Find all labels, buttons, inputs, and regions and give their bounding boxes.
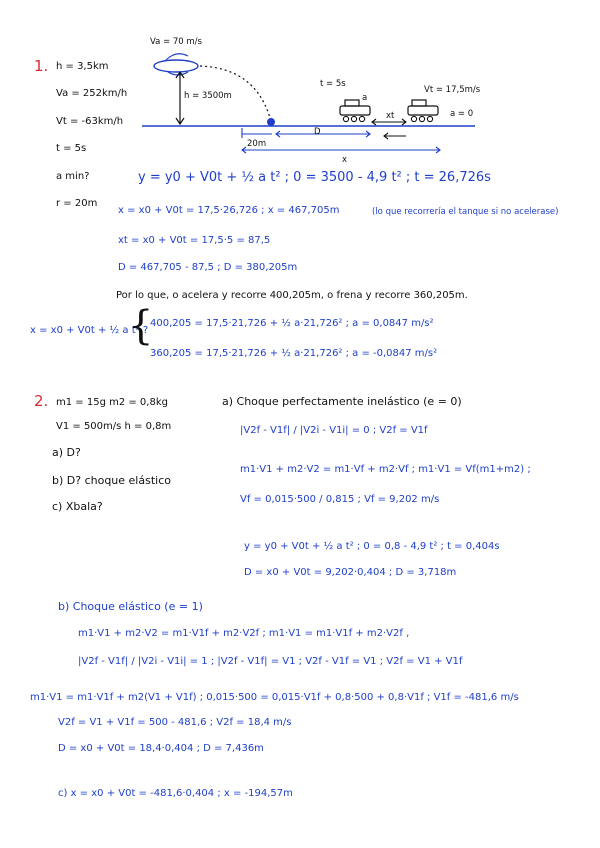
p2a-line-3: Vf = 0,015·500 / 0,815 ; Vf = 9,202 m/s xyxy=(240,494,440,505)
p2b-line-1: m1·V1 + m2·V2 = m1·V1f + m2·V2f ; m1·V1 = m1·V1f + m2·V2f , xyxy=(78,628,410,639)
p1-conclusion: Por lo que, o acelera y recorre 400,205m, o frena y recorre 360,205m. xyxy=(116,290,468,301)
p2a-line-5: D = x0 + V0t = 9,202·0,404 ; D = 3,718m xyxy=(244,567,457,578)
p2-question-a: a) D? xyxy=(52,446,81,459)
given-r: r = 20m xyxy=(56,198,98,209)
p2-question-c: c) Xbala? xyxy=(52,500,103,513)
p2-given-v-h: V1 = 500m/s h = 0,8m xyxy=(56,421,172,432)
p2c-line: c) x = x0 + V0t = -481,6·0,404 ; x = -194,57m xyxy=(58,788,293,799)
p1-x-note: (lo que recorrería el tanque si no acelerase) xyxy=(372,207,559,217)
diagram-a-label: a xyxy=(362,93,368,103)
given-amin: a min? xyxy=(56,171,90,182)
p2b-line-3: m1·V1 = m1·V1f + m2(V1 + V1f) ; 0,015·500 = 0,015·V1f + 0,8·500 + 0,8·V1f ; V1f = -481,6 m/s xyxy=(30,692,519,703)
diagram-t-label: t = 5s xyxy=(320,79,346,89)
p1-general-equation: x = x0 + V0t + ½ a t² ? xyxy=(30,325,149,336)
diagram-a0-label: a = 0 xyxy=(450,109,474,119)
p2-given-masses: m1 = 15g m2 = 0,8kg xyxy=(56,397,168,408)
p1-fall-equation: y = y0 + V0t + ½ a t² ; 0 = 3500 - 4,9 t² ; t = 26,726s xyxy=(138,170,491,185)
p1-brake-solution: 360,205 = 17,5·21,726 + ½ a·21,726² ; a = -0,0847 m/s² xyxy=(150,348,438,359)
p2b-line-4: V2f = V1 + V1f = 500 - 481,6 ; V2f = 18,4 m/s xyxy=(58,717,292,728)
p1-d-equation: D = 467,705 - 87,5 ; D = 380,205m xyxy=(118,262,298,273)
given-t: t = 5s xyxy=(56,143,87,154)
p2-question-b: b) D? choque elástico xyxy=(52,474,171,487)
bomb-dot xyxy=(267,118,275,126)
p2b-title: b) Choque elástico (e = 1) xyxy=(58,600,203,613)
diagram-20m-label: 20m xyxy=(247,139,267,149)
p2a-line-4: y = y0 + V0t + ½ a t² ; 0 = 0,8 - 4,9 t² ; t = 0,404s xyxy=(244,541,500,552)
diagram-vt-label: Vt = 17,5m/s xyxy=(424,85,481,95)
tank-icon-2 xyxy=(408,100,438,122)
p2a-line-1: |V2f - V1f| / |V2i - V1i| = 0 ; V2f = V1f xyxy=(240,425,428,436)
problem-1-number: 1. xyxy=(34,57,49,75)
diagram-va-label: Va = 70 m/s xyxy=(150,37,202,47)
p1-x-equation: x = x0 + V0t = 17,5·26,726 ; x = 467,705m xyxy=(118,205,340,216)
given-h: h = 3,5km xyxy=(56,61,109,72)
given-va: Va = 252km/h xyxy=(56,88,128,99)
p1-brace: { xyxy=(128,303,154,349)
diagram-h-label: h = 3500m xyxy=(184,91,232,101)
p2b-line-5: D = x0 + V0t = 18,4·0,404 ; D = 7,436m xyxy=(58,743,264,754)
problem-2-number: 2. xyxy=(34,392,49,410)
p2a-line-2: m1·V1 + m2·V2 = m1·Vf + m2·Vf ; m1·V1 = Vf(m1+m2) ; xyxy=(240,464,531,475)
p1-accelerate-solution: 400,205 = 17,5·21,726 + ½ a·21,726² ; a = 0,0847 m/s² xyxy=(150,318,434,329)
plane-icon xyxy=(154,60,198,72)
given-vt: Vt = -63km/h xyxy=(56,116,124,127)
p2a-title: a) Choque perfectamente inelástico (e = 0) xyxy=(222,395,462,408)
diagram-xt-label: xt xyxy=(386,111,395,121)
diagram-d-label: D xyxy=(314,127,321,137)
p2b-line-2: |V2f - V1f| / |V2i - V1i| = 1 ; |V2f - V1f| = V1 ; V2f - V1f = V1 ; V2f = V1 + V1f xyxy=(78,656,463,667)
diagram-x-label: x xyxy=(342,155,348,165)
p1-xt-equation: xt = x0 + V0t = 17,5·5 = 87,5 xyxy=(118,235,271,246)
